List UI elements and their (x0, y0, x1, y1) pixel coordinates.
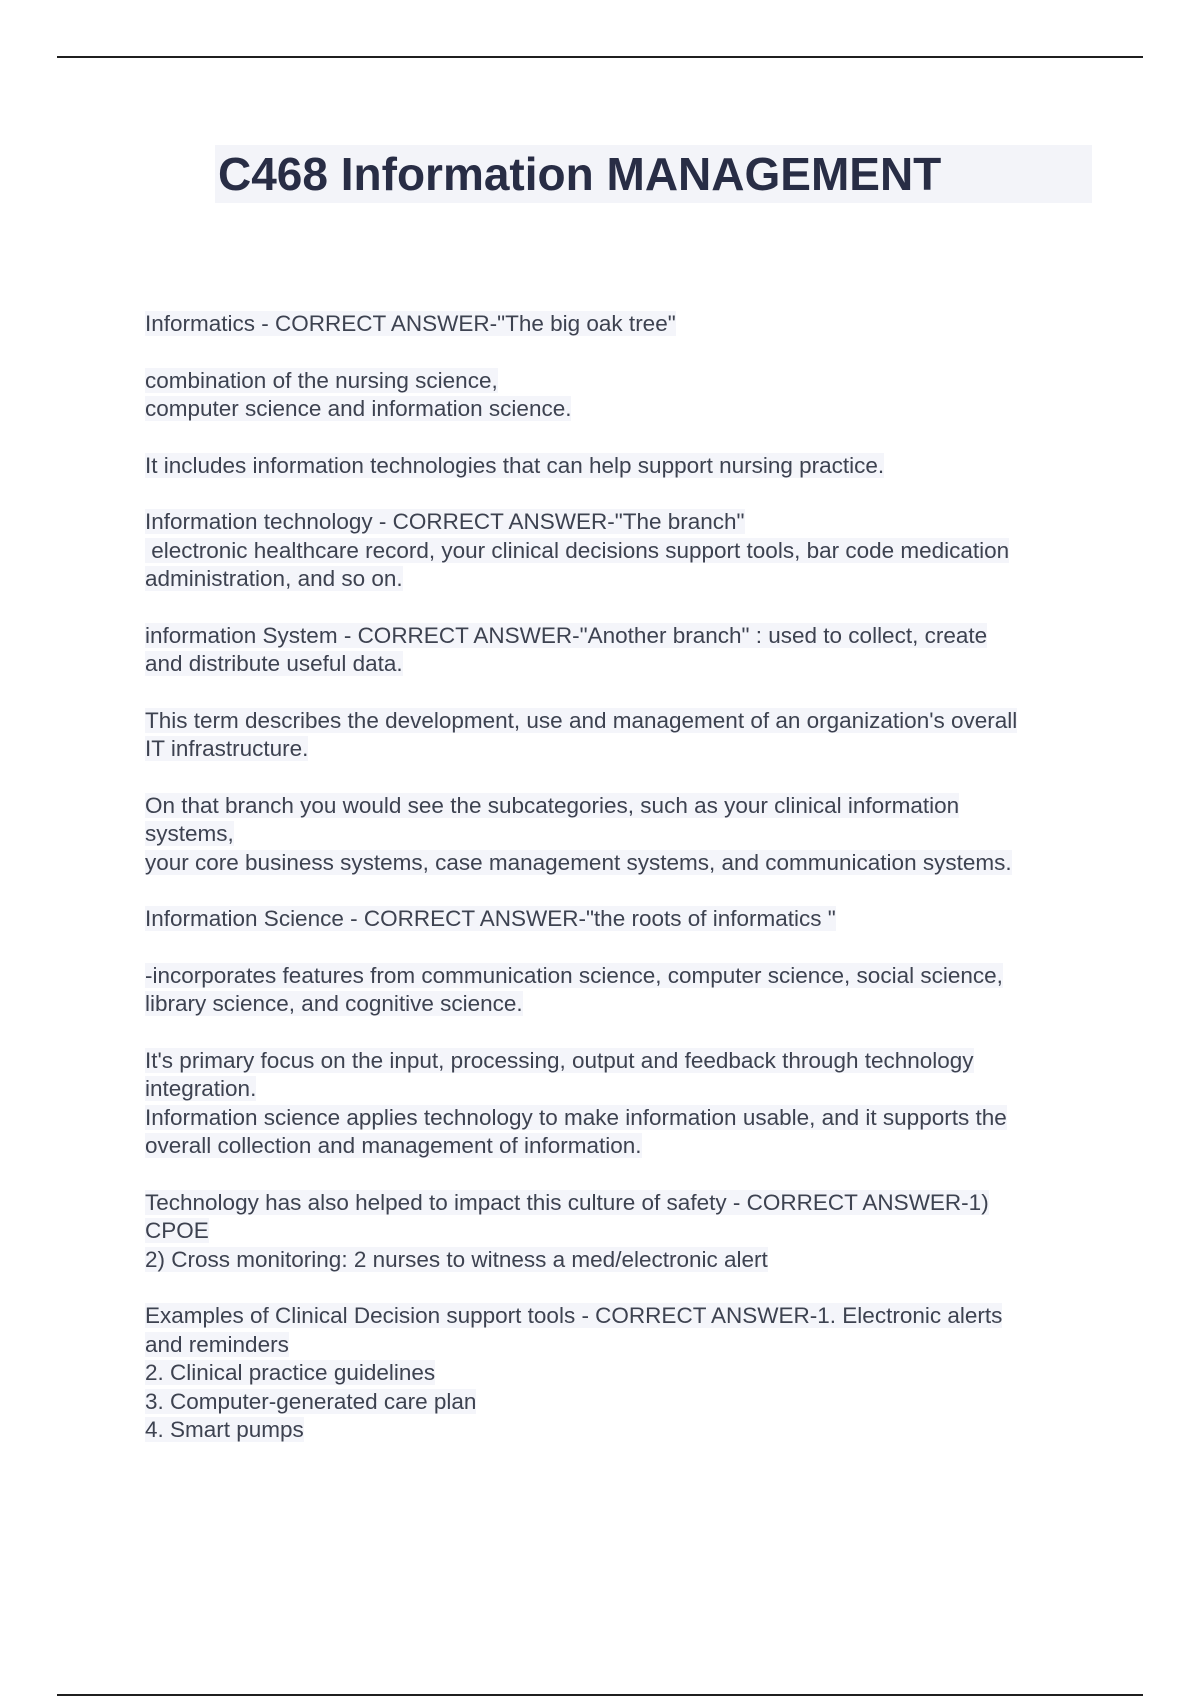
text-line: Technology has also helped to impact this culture of safety - CORRECT ANSWER-1) (145, 1189, 989, 1215)
text-line: 3. Computer-generated care plan (145, 1388, 477, 1414)
text-line: It's primary focus on the input, processing, output and feedback through technology (145, 1047, 974, 1073)
text-line: administration, and so on. (145, 566, 403, 591)
text-line: information System - CORRECT ANSWER-"Another branch" : used to collect, create (145, 622, 988, 648)
text-line: IT infrastructure. (145, 736, 309, 761)
text-line: CPOE (145, 1218, 209, 1243)
text-line: computer science and information science. (145, 396, 572, 421)
text-line: This term describes the development, use and management of an organization's overall (145, 707, 1018, 733)
text-line: integration. (145, 1076, 257, 1101)
text-line: Information Science - CORRECT ANSWER-"the roots of informatics " (145, 906, 836, 931)
paragraph-decision-support-tools (145, 1302, 1085, 1445)
text-line: 2) Cross monitoring: 2 nurses to witness a med/electronic alert (145, 1246, 768, 1272)
top-rule (57, 56, 1143, 58)
paragraph-culture-of-safety (145, 1189, 1085, 1275)
text-line: -incorporates features from communication science, computer science, social science, (145, 962, 1003, 988)
text-line: systems, (145, 821, 234, 846)
text-line: library science, and cognitive science. (145, 991, 523, 1016)
document-body (145, 310, 1085, 1473)
text-line: electronic healthcare record, your clinical decisions support tools, bar code medication (145, 537, 1010, 563)
paragraph-incorporates (145, 962, 1085, 1019)
paragraph-term-describes (145, 707, 1085, 764)
paragraph-combination (145, 367, 1085, 424)
text-line: combination of the nursing science, (145, 367, 498, 393)
text-line: Information technology - CORRECT ANSWER-"The branch" (145, 509, 745, 534)
text-line: Information science applies technology to make information usable, and it supports the (145, 1104, 1007, 1130)
paragraph-information-science (145, 905, 1085, 934)
paragraph-subcategories (145, 792, 1085, 878)
text-line: and reminders (145, 1331, 289, 1357)
page-title: C468 Information MANAGEMENT (218, 148, 942, 200)
bottom-rule (57, 1694, 1143, 1696)
paragraph-includes (145, 452, 1085, 481)
text-line: It includes information technologies that can help support nursing practice. (145, 452, 885, 478)
text-line: Informatics - CORRECT ANSWER-"The big oak tree" (145, 311, 676, 336)
text-line: and distribute useful data. (145, 651, 403, 676)
text-line: 2. Clinical practice guidelines (145, 1360, 436, 1385)
paragraph-informatics (145, 310, 1085, 339)
text-line: 4. Smart pumps (145, 1417, 304, 1442)
paragraph-information-technology (145, 508, 1085, 594)
text-line: your core business systems, case management systems, and communication systems. (145, 849, 1012, 875)
text-line: On that branch you would see the subcategories, such as your clinical information (145, 792, 960, 818)
text-line: overall collection and management of information. (145, 1133, 642, 1158)
paragraph-primary-focus (145, 1047, 1085, 1161)
paragraph-information-system (145, 622, 1085, 679)
text-line: Examples of Clinical Decision support tools - CORRECT ANSWER-1. Electronic alerts (145, 1303, 1003, 1328)
